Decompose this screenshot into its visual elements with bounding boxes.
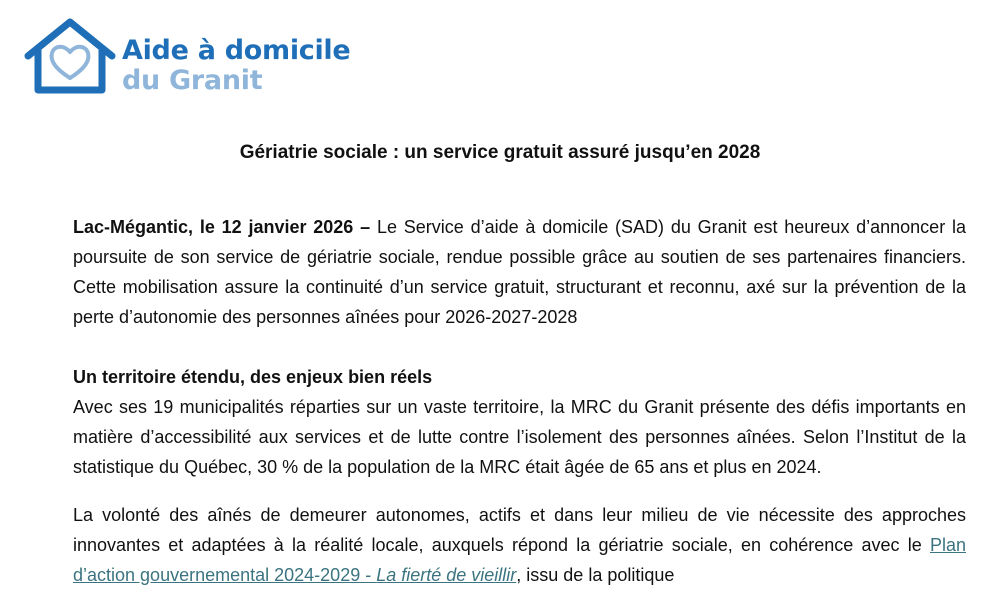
intro-paragraph: [73, 212, 966, 332]
section-heading: Un territoire étendu, des enjeux bien réels: [73, 367, 433, 387]
logo: [22, 16, 351, 98]
page-title: Gériatrie sociale : un service gratuit assuré jusqu’en 2028: [239, 142, 761, 163]
approach-text-end: , issu de la politique: [516, 565, 675, 585]
logo-title: Aide à domicile: [122, 35, 351, 66]
house-heart-icon: [22, 16, 118, 96]
approach-text: La volonté des aînés de demeurer autonomes, actifs et dans leur milieu de vie nécessite des approches innovantes et adaptées à la réalité locale, auxquels répond la gériatrie sociale, en cohérence avec le: [73, 505, 966, 555]
document-body: [73, 212, 966, 590]
dateline: Lac-Mégantic, le 12 janvier 2026 –: [73, 217, 371, 237]
logo-subtitle: du Granit: [122, 65, 263, 96]
action-plan-link-text: Plan d’action gouvernemental 2024-2029 -: [73, 535, 966, 585]
intro-text: Le Service d’aide à domicile (SAD) du Granit est heureux d’annoncer la poursuite de son service de gériatrie sociale, rendue possible grâce au soutien de ses partenaires financiers. Cette mobilisation assure la continuité d’un service gratuit, structurant et reconnu, axé sur la prévention de la perte d’autonomie des personnes aînées pour 2026-2027-2028: [73, 217, 966, 327]
approach-paragraph: [73, 500, 966, 590]
territory-paragraph: Avec ses 19 municipalités réparties sur un vaste territoire, la MRC du Granit présente des défis importants en matière d’accessibilité aux services et de lutte contre l’isolement des personnes aînées. Selon l’Institut de la statistique du Québec, 30 % de la population de la MRC était âgée de 65 ans et plus en 2024.: [73, 397, 966, 477]
action-plan-link-title: La fierté de vieillir: [376, 565, 517, 585]
